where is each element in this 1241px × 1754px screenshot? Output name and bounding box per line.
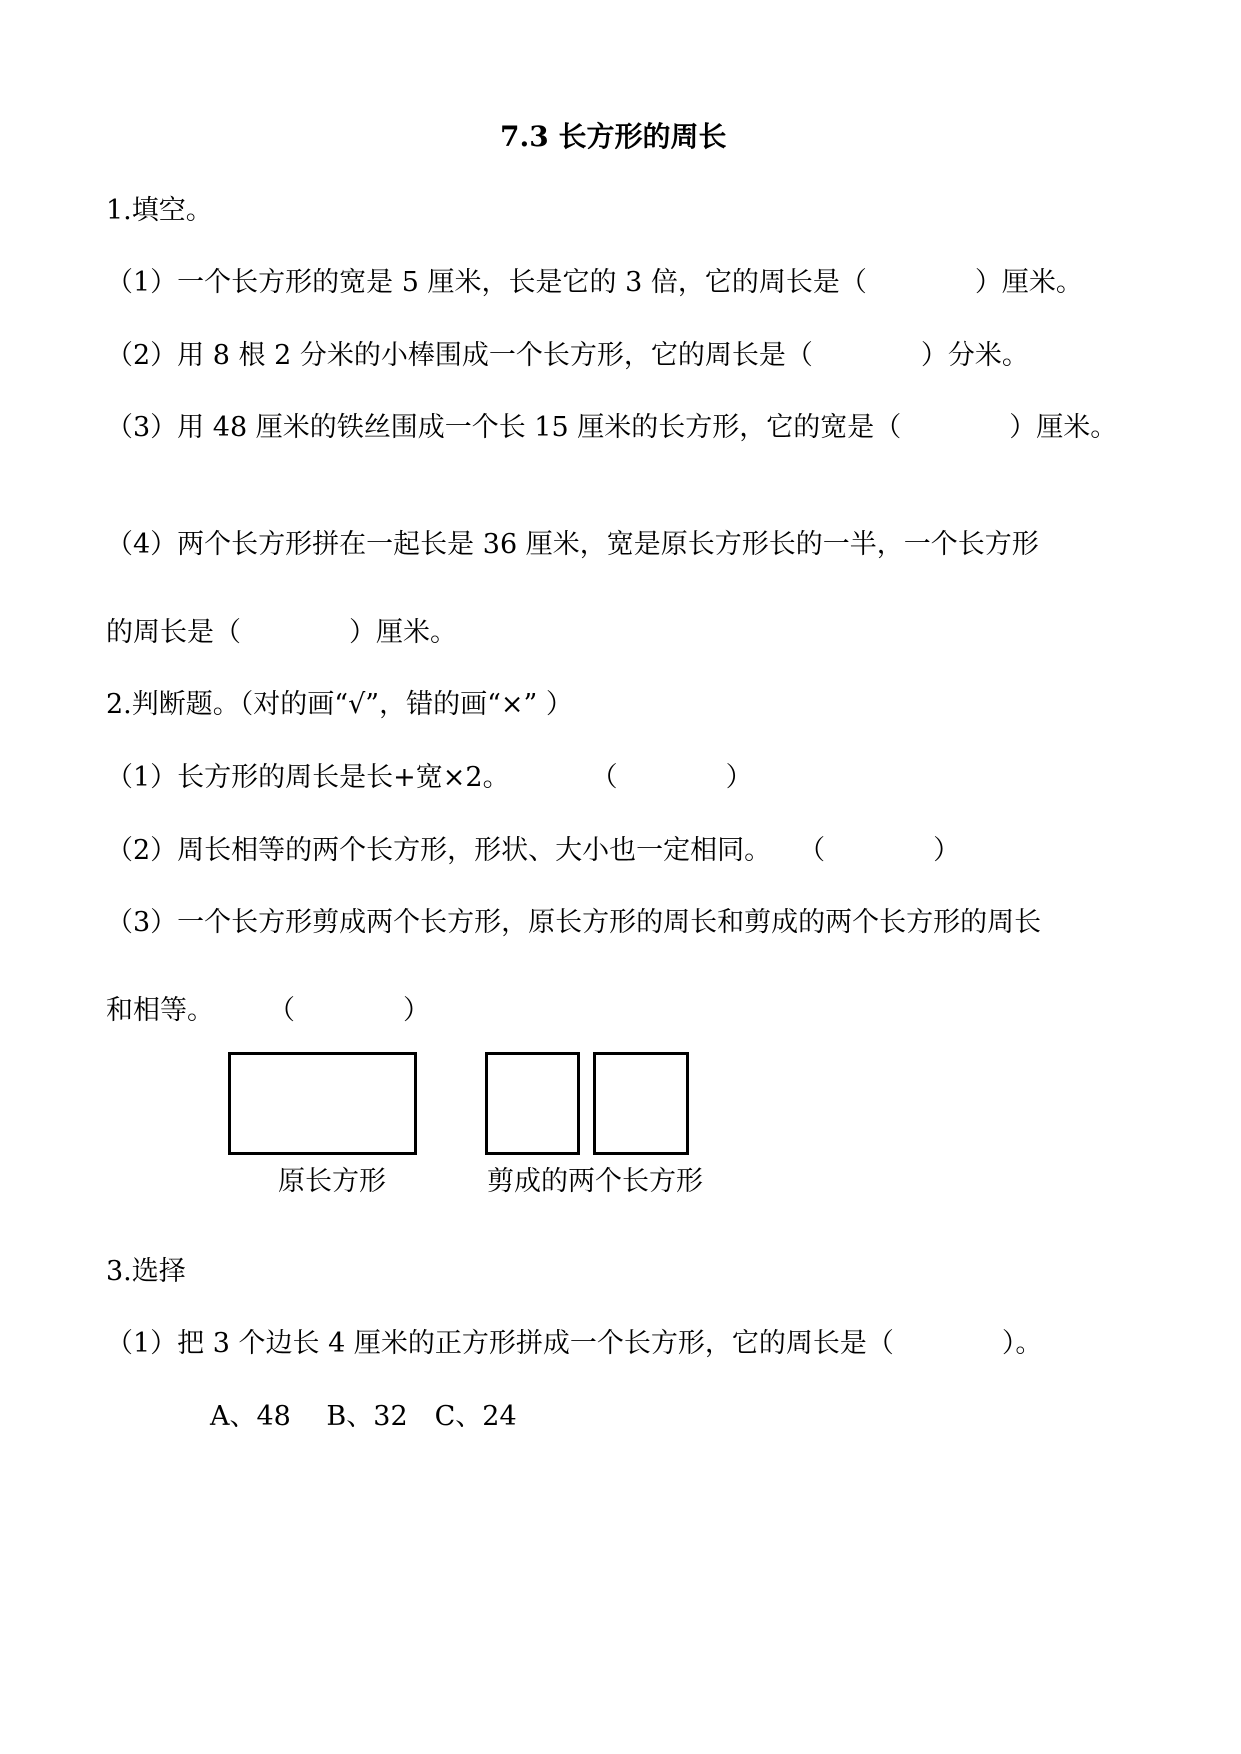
section-2-heading: 2.判断题。（对的画“√”，错的画“×” ） [106, 689, 573, 720]
page-title: 7.3 长方形的周长 [500, 120, 727, 153]
judge-question-3-line-1: （3）一个长方形剪成两个长方形，原长方形的周长和剪成的两个长方形的周长 [106, 907, 1042, 938]
section-1-heading: 1.填空。 [106, 195, 213, 226]
cut-rectangle-right [593, 1052, 689, 1155]
fill-question-4-line-1: （4）两个长方形拼在一起长是 36 厘米，宽是原长方形长的一半，一个长方形 [106, 529, 1039, 560]
original-rectangle [228, 1052, 417, 1155]
judge-question-1: （1）长方形的周长是长+宽×2。 （ ） [106, 762, 753, 793]
fill-question-4-line-2: 的周长是（ ）厘米。 [106, 617, 457, 648]
fill-question-1: （1）一个长方形的宽是 5 厘米，长是它的 3 倍，它的周长是（ ）厘米。 [106, 267, 1083, 298]
original-rectangle-caption: 原长方形 [278, 1166, 386, 1197]
judge-question-3-line-2: 和相等。 （ ） [106, 995, 430, 1026]
section-3-heading: 3.选择 [106, 1256, 186, 1287]
cut-rectangles-caption: 剪成的两个长方形 [487, 1166, 703, 1197]
choice-options: A、48 B、32 C、24 [210, 1401, 517, 1432]
choice-question-1: （1）把 3 个边长 4 厘米的正方形拼成一个长方形，它的周长是（ ）。 [106, 1328, 1043, 1359]
fill-question-2: （2）用 8 根 2 分米的小棒围成一个长方形，它的周长是（ ）分米。 [106, 340, 1029, 371]
fill-question-3: （3）用 48 厘米的铁丝围成一个长 15 厘米的长方形，它的宽是（ ）厘米。 [106, 412, 1118, 443]
cut-rectangle-left [485, 1052, 580, 1155]
judge-question-2: （2）周长相等的两个长方形，形状、大小也一定相同。 （ ） [106, 835, 961, 866]
